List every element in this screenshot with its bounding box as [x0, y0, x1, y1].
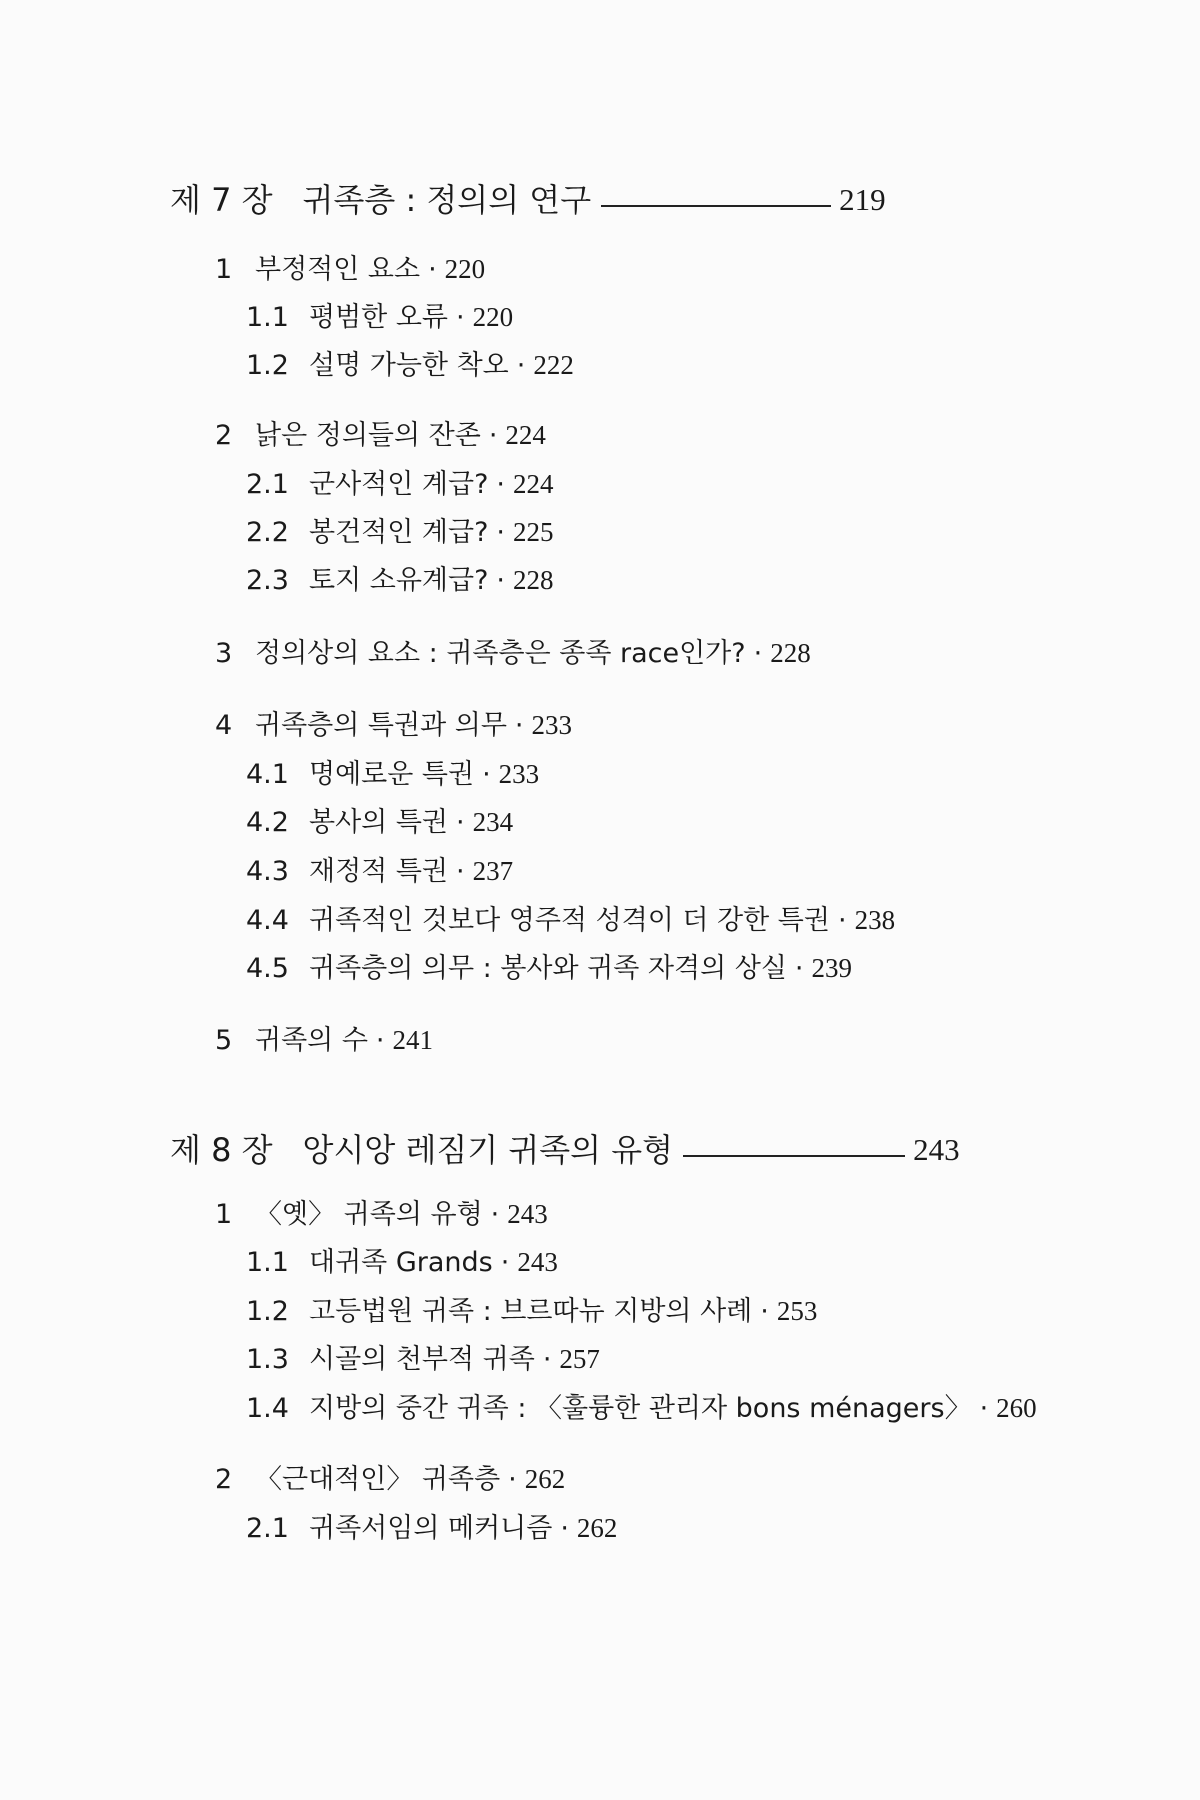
entry-number: 4.1: [246, 759, 289, 790]
separator-dot: ·: [490, 1199, 500, 1230]
entry-page: 228: [513, 565, 554, 595]
entry-page: 220: [472, 302, 514, 332]
separator-dot: ·: [542, 1344, 552, 1375]
entry-title: 귀족서임의 메커니즘: [309, 1513, 553, 1544]
entry-number: 4.3: [246, 856, 289, 887]
entry-page: 239: [811, 953, 852, 983]
entry-number: 2: [215, 420, 233, 451]
chapter-page: 219: [839, 182, 886, 217]
toc-subsection[interactable]: [246, 348, 574, 383]
separator-dot: ·: [496, 517, 505, 548]
entry-title: 〈옛〉 귀족의 유형: [255, 1199, 483, 1230]
entry-number: 1.3: [246, 1344, 289, 1375]
leader-rule: [601, 205, 831, 207]
toc-subsection[interactable]: [246, 300, 513, 335]
entry-title: 평범한 오류: [309, 302, 448, 333]
entry-title: 정의상의 요소 : 귀족층은 종족 race인가?: [255, 638, 746, 669]
entry-page: 224: [513, 469, 554, 499]
entry-number: 4.4: [246, 905, 289, 936]
toc-subsection[interactable]: [246, 515, 554, 550]
separator-dot: ·: [482, 759, 491, 790]
separator-dot: ·: [979, 1393, 989, 1424]
toc-section[interactable]: [215, 1197, 548, 1232]
chapter-title: 앙시앙 레짐기 귀족의 유형: [302, 1131, 674, 1169]
entry-title: 설명 가능한 착오: [309, 350, 509, 381]
entry-number: 1.1: [246, 1247, 289, 1278]
separator-dot: ·: [496, 469, 505, 500]
entry-number: 1.4: [246, 1393, 289, 1424]
entry-number: 2.3: [246, 565, 289, 596]
separator-dot: ·: [488, 420, 498, 451]
entry-page: 225: [513, 517, 554, 547]
entry-page: 243: [517, 1247, 558, 1277]
chapter-page: 243: [913, 1132, 960, 1167]
entry-title: 군사적인 계급?: [309, 469, 489, 500]
entry-number: 4.2: [246, 807, 289, 838]
toc-subsection[interactable]: [246, 1245, 558, 1280]
toc-subsection[interactable]: [246, 563, 554, 598]
chapter-7-heading[interactable]: [170, 180, 886, 220]
entry-title: 낡은 정의들의 잔존: [255, 420, 481, 451]
entry-page: 257: [559, 1344, 600, 1374]
entry-number: 1.2: [246, 1296, 289, 1327]
separator-dot: ·: [456, 856, 465, 887]
toc-subsection[interactable]: [246, 951, 852, 986]
chapter-number: 제 8 장: [170, 1131, 273, 1169]
entry-number: 1: [215, 254, 233, 285]
entry-number: 5: [215, 1025, 233, 1056]
entry-page: 233: [498, 759, 540, 789]
separator-dot: ·: [456, 807, 465, 838]
toc-subsection[interactable]: [246, 1511, 617, 1546]
toc-section[interactable]: [215, 1462, 565, 1497]
entry-title: 〈근대적인〉 귀족층: [255, 1464, 501, 1495]
entry-title: 귀족적인 것보다 영주적 성격이 더 강한 특권: [309, 905, 830, 936]
entry-page: 233: [531, 710, 572, 740]
entry-title: 봉사의 특권: [309, 807, 448, 838]
chapter-title: 귀족층 : 정의의 연구: [302, 181, 592, 219]
entry-number: 2: [215, 1464, 233, 1495]
entry-title: 토지 소유계급?: [309, 565, 489, 596]
entry-title: 귀족층의 특권과 의무: [255, 710, 507, 741]
entry-title: 지방의 중간 귀족 : 〈훌륭한 관리자 bons ménagers〉: [309, 1393, 972, 1424]
separator-dot: ·: [500, 1247, 510, 1278]
entry-number: 1: [215, 1199, 233, 1230]
toc-subsection[interactable]: [246, 903, 895, 938]
entry-page: 243: [507, 1199, 548, 1229]
entry-page: 262: [576, 1513, 618, 1543]
entry-title: 시골의 천부적 귀족: [309, 1344, 535, 1375]
entry-page: 222: [533, 350, 574, 380]
separator-dot: ·: [496, 565, 505, 596]
toc-section[interactable]: [215, 1023, 433, 1058]
chapter-number: 제 7 장: [170, 181, 273, 219]
entry-page: 253: [776, 1296, 818, 1326]
separator-dot: ·: [514, 710, 524, 741]
entry-page: 220: [444, 254, 486, 284]
entry-page: 234: [472, 807, 514, 837]
separator-dot: ·: [837, 905, 847, 936]
entry-number: 4.5: [246, 953, 289, 984]
entry-title: 재정적 특권: [309, 856, 448, 887]
separator-dot: ·: [753, 638, 763, 669]
entry-page: 241: [392, 1025, 434, 1055]
separator-dot: ·: [428, 254, 437, 285]
leader-rule: [683, 1155, 905, 1157]
toc-subsection[interactable]: [246, 467, 554, 502]
entry-page: 237: [472, 856, 514, 886]
entry-number: 1.1: [246, 302, 289, 333]
entry-number: 3: [215, 638, 233, 669]
entry-number: 2.1: [246, 1513, 289, 1544]
separator-dot: ·: [560, 1513, 569, 1544]
entry-title: 대귀족 Grands: [309, 1247, 493, 1278]
separator-dot: ·: [375, 1025, 385, 1056]
entry-page: 228: [770, 638, 811, 668]
entry-title: 고등법원 귀족 : 브르따뉴 지방의 사례: [309, 1296, 753, 1327]
toc-section[interactable]: [215, 708, 572, 743]
entry-page: 238: [854, 905, 896, 935]
entry-title: 부정적인 요소: [255, 254, 421, 285]
entry-title: 봉건적인 계급?: [309, 517, 489, 548]
chapter-8-heading[interactable]: [170, 1130, 960, 1170]
separator-dot: ·: [508, 1464, 517, 1495]
toc-subsection[interactable]: [246, 854, 513, 889]
separator-dot: ·: [760, 1296, 769, 1327]
entry-title: 명예로운 특권: [309, 759, 475, 790]
entry-number: 4: [215, 710, 233, 741]
entry-page: 224: [505, 420, 546, 450]
entry-page: 262: [524, 1464, 566, 1494]
toc-section[interactable]: [215, 636, 811, 671]
toc-subsection[interactable]: [246, 1391, 1037, 1426]
toc-subsection[interactable]: [246, 757, 539, 792]
toc-subsection[interactable]: [246, 1294, 817, 1329]
toc-section[interactable]: [215, 418, 546, 453]
toc-section[interactable]: [215, 252, 485, 287]
entry-number: 2.1: [246, 469, 289, 500]
entry-title: 귀족층의 의무 : 봉사와 귀족 자격의 상실: [309, 953, 787, 984]
entry-page: 260: [996, 1393, 1037, 1423]
entry-number: 2.2: [246, 517, 289, 548]
separator-dot: ·: [516, 350, 526, 381]
toc-subsection[interactable]: [246, 1342, 600, 1377]
separator-dot: ·: [794, 953, 804, 984]
toc-subsection[interactable]: [246, 805, 513, 840]
separator-dot: ·: [456, 302, 465, 333]
entry-title: 귀족의 수: [255, 1025, 368, 1056]
entry-number: 1.2: [246, 350, 289, 381]
